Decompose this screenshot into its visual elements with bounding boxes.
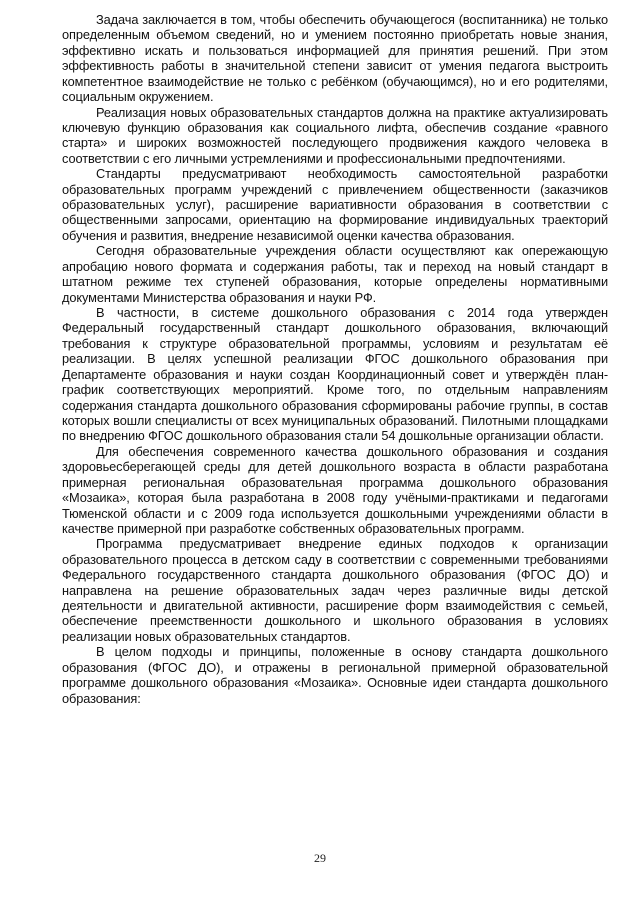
paragraph-4: Сегодня образовательные учреждения области осуществляют как опережающую апробацию нового формата и содержания работы, так и переход на новый стандарт в штатном режиме тех ступеней образования, которые определены нормативными документами Министерства образования и науки РФ. [62, 243, 608, 305]
paragraph-1: Задача заключается в том, чтобы обеспечить обучающегося (воспитанника) не только определенным объемом сведений, но и умением постоянно приобретать новые знания, эффективно искать и пользоваться информацией для принятия решений. При этом эффективность работы в значительной степени зависит от умения педагога выстроить компетентное взаимодействие не только с ребёнком (обучающимся), но и его родителями, социальным окружением. [62, 12, 608, 105]
paragraph-3: Стандарты предусматривают необходимость самостоятельной разработки образовательных программ учреждений с привлечением общественности (заказчиков образовательных услуг), расширение вариативности образования в соответствии с общественными запросами, ориентацию на формирование индивидуальных траекторий обучения и развития, внедрение независимой оценки качества образования. [62, 166, 608, 243]
paragraph-2: Реализация новых образовательных стандартов должна на практике актуализировать ключевую функцию образования как социального лифта, обеспечив создание «равного старта» и широких возможностей последующего продвижения каждого человека в соответствии с его личными устремлениями и профессиональными предпочтениями. [62, 104, 608, 166]
paragraph-6: Для обеспечения современного качества дошкольного образования и создания здоровьесберегающей среды для детей дошкольного возраста в области разработана примерная региональная образовательная программа дошкольного образования «Мозаика», которая была разработана в 2008 году учёными-практиками и педагогами Тюменской области и с 2009 года используется дошкольными учреждениями области в качестве примерной при разработке собственных образовательных программ. [62, 443, 608, 536]
paragraph-7: Программа предусматривает внедрение единых подходов к организации образовательного процесса в детском саду в соответствии с современными требованиями Федерального государственного стандарта дошкольного образования (ФГОС ДО) и направлена на решение образовательных задач через различные виды детской деятельности и двигательной активности, расширение форм взаимодействия с семьей, обеспечение преемственности дошкольного и школьного образования в условиях реализации новых образовательных стандартов. [62, 536, 608, 644]
body-text [62, 12, 608, 706]
page-number: 29 [314, 851, 326, 865]
paragraph-5: В частности, в системе дошкольного образования с 2014 года утвержден Федеральный государственный стандарт дошкольного образования, включающий требования к структуре образовательной программы, условиям и результатам её реализации. В целях успешной реализации ФГОС дошкольного образования при Департаменте образования и науки создан Координационный совет и утверждён план-график соответствующих мероприятий. Кроме того, по отдельным направлениям содержания стандарта дошкольного образования сформированы рабочие группы, в состав которых вошли специалисты от всех муниципальных образований. Пилотными площадками по внедрению ФГОС дошкольного образования стали 54 дошкольные организации области. [62, 305, 608, 444]
paragraph-8: В целом подходы и принципы, положенные в основу стандарта дошкольного образования (ФГОС ДО), и отражены в региональной примерной образовательной программе дошкольного образования «Мозаика». Основные идеи стандарта дошкольного образования: [62, 644, 608, 706]
